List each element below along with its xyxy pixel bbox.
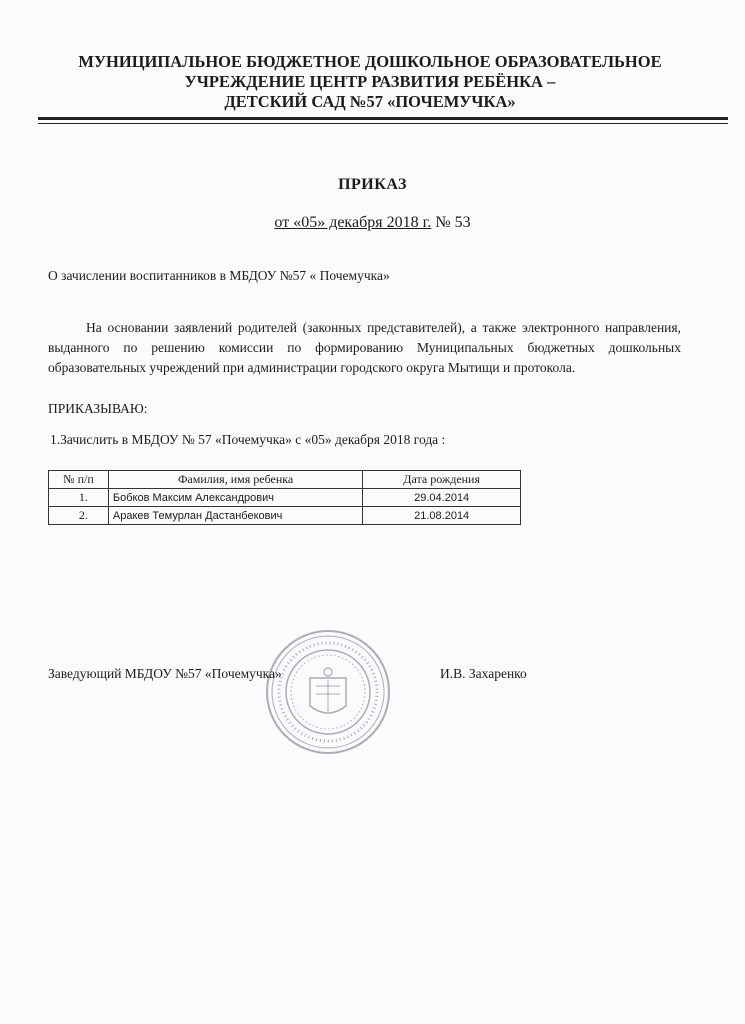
official-seal-icon [264,628,392,756]
header-line-3: ДЕТСКИЙ САД №57 «ПОЧЕМУЧКА» [224,92,516,111]
orders-heading: ПРИКАЗЫВАЮ: [48,401,148,416]
header-line-2: УЧРЕЖДЕНИЕ ЦЕНТР РАЗВИТИЯ РЕБЁНКА – [184,72,556,91]
children-table [48,470,521,525]
signer-position: Заведующий МБДОУ №57 «Почемучка» [48,666,282,681]
table-row [49,489,521,507]
organization-header [20,52,720,112]
row-number: 1. [49,489,109,507]
child-name: Бобков Максим Александрович [108,489,362,507]
child-name: Аракев Темурлан Дастанбекович [108,507,362,525]
column-header-number: № п/п [49,471,109,489]
order-item-1: 1.Зачислить в МБДОУ № 57 «Почемучка» с «05» декабря 2018 года : [50,432,446,447]
child-birthdate: 29.04.2014 [363,489,521,507]
header-divider [38,117,728,124]
order-date: от «05» декабря 2018 г. [274,214,432,231]
header-line-1: МУНИЦИПАЛЬНОЕ БЮДЖЕТНОЕ ДОШКОЛЬНОЕ ОБРАЗОВАТЕЛЬНОЕ [78,52,662,71]
row-number: 2. [49,507,109,525]
column-header-birthdate: Дата рождения [363,471,521,489]
order-number: № 53 [435,214,471,231]
order-subject: О зачислении воспитанников в МБДОУ №57 « Почемучка» [48,268,390,283]
table-header-row [49,471,521,489]
child-birthdate: 21.08.2014 [363,507,521,525]
basis-paragraph: На основании заявлений родителей (законных представителей), а также электронного направления, выданного по решению комиссии по формированию Муниципальных бюджетных дошкольных образовательных учреждений при администрации городского округа Мытищи и протокола. [48,320,681,375]
column-header-name: Фамилия, имя ребенка [108,471,362,489]
order-date-line [0,214,745,232]
table-row [49,507,521,525]
signer-name: И.В. Захаренко [440,666,527,681]
document-title: ПРИКАЗ [338,176,407,193]
